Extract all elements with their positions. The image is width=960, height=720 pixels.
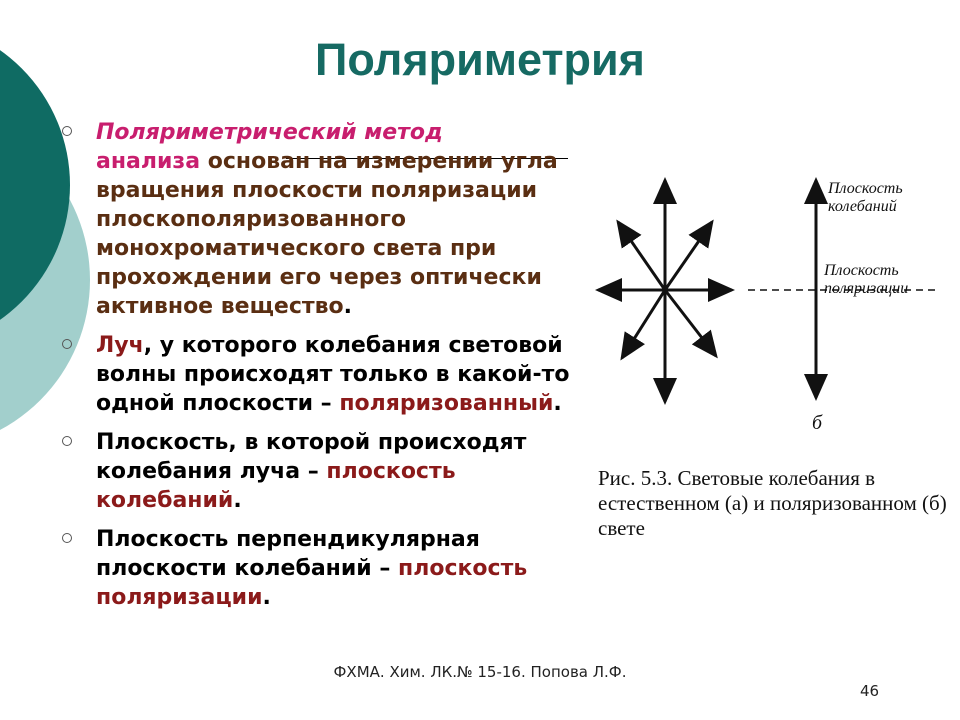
polarized-term: поляризованный	[339, 391, 554, 416]
page-number: 46	[860, 682, 880, 700]
method-tail: .	[343, 294, 353, 319]
slide-title: Поляриметрия	[315, 34, 645, 85]
bullet-marker	[62, 436, 72, 446]
bullet-item-method	[62, 118, 582, 321]
polarization-term: плоскость поляризации	[96, 556, 528, 610]
ray-text: , у которого колебания световой волны происходят только в какой-то одной плоскости –	[96, 333, 570, 416]
polarization-text: Плоскость перпендикулярная плоскости колебаний –	[96, 527, 480, 581]
bullet-marker	[62, 533, 72, 543]
figure-caption: Рис. 5.3. Световые колебания в естественном (а) и поляризованном (б) свете	[598, 466, 947, 540]
figure-polarization	[580, 150, 950, 570]
method-term-2: анализа	[96, 149, 201, 174]
footer-text: ФХМА. Хим. ЛК.№ 15-16. Попова Л.Ф.	[333, 663, 627, 681]
bullet-item-oscillation-plane	[62, 428, 582, 515]
bullet-marker	[62, 339, 72, 349]
method-term: Поляриметрический метод	[96, 120, 443, 145]
label-b: б	[812, 412, 823, 434]
polarization-tail: .	[262, 585, 271, 610]
natural-light-star	[598, 180, 732, 402]
label-polarization-plane: Плоскость поляризации	[824, 262, 909, 297]
bullet-item-polarization-plane	[62, 525, 582, 612]
oscillation-text: Плоскость, в которой происходят колебания луча –	[96, 430, 527, 484]
label-oscillation-plane: Плоскость колебаний	[828, 180, 903, 215]
method-text: основан на измерении угла вращения плоскости поляризации плоскополяризованного монохроматического света при прохождении его через оптически активное вещество	[96, 149, 558, 319]
bullet-item-ray	[62, 331, 582, 418]
oscillation-tail: .	[233, 488, 242, 513]
ray-tail: .	[553, 391, 562, 416]
bullet-marker	[62, 126, 72, 136]
ray-term: Луч	[96, 333, 144, 358]
bullet-list	[62, 118, 582, 622]
oscillation-term: плоскость колебаний	[96, 459, 456, 513]
